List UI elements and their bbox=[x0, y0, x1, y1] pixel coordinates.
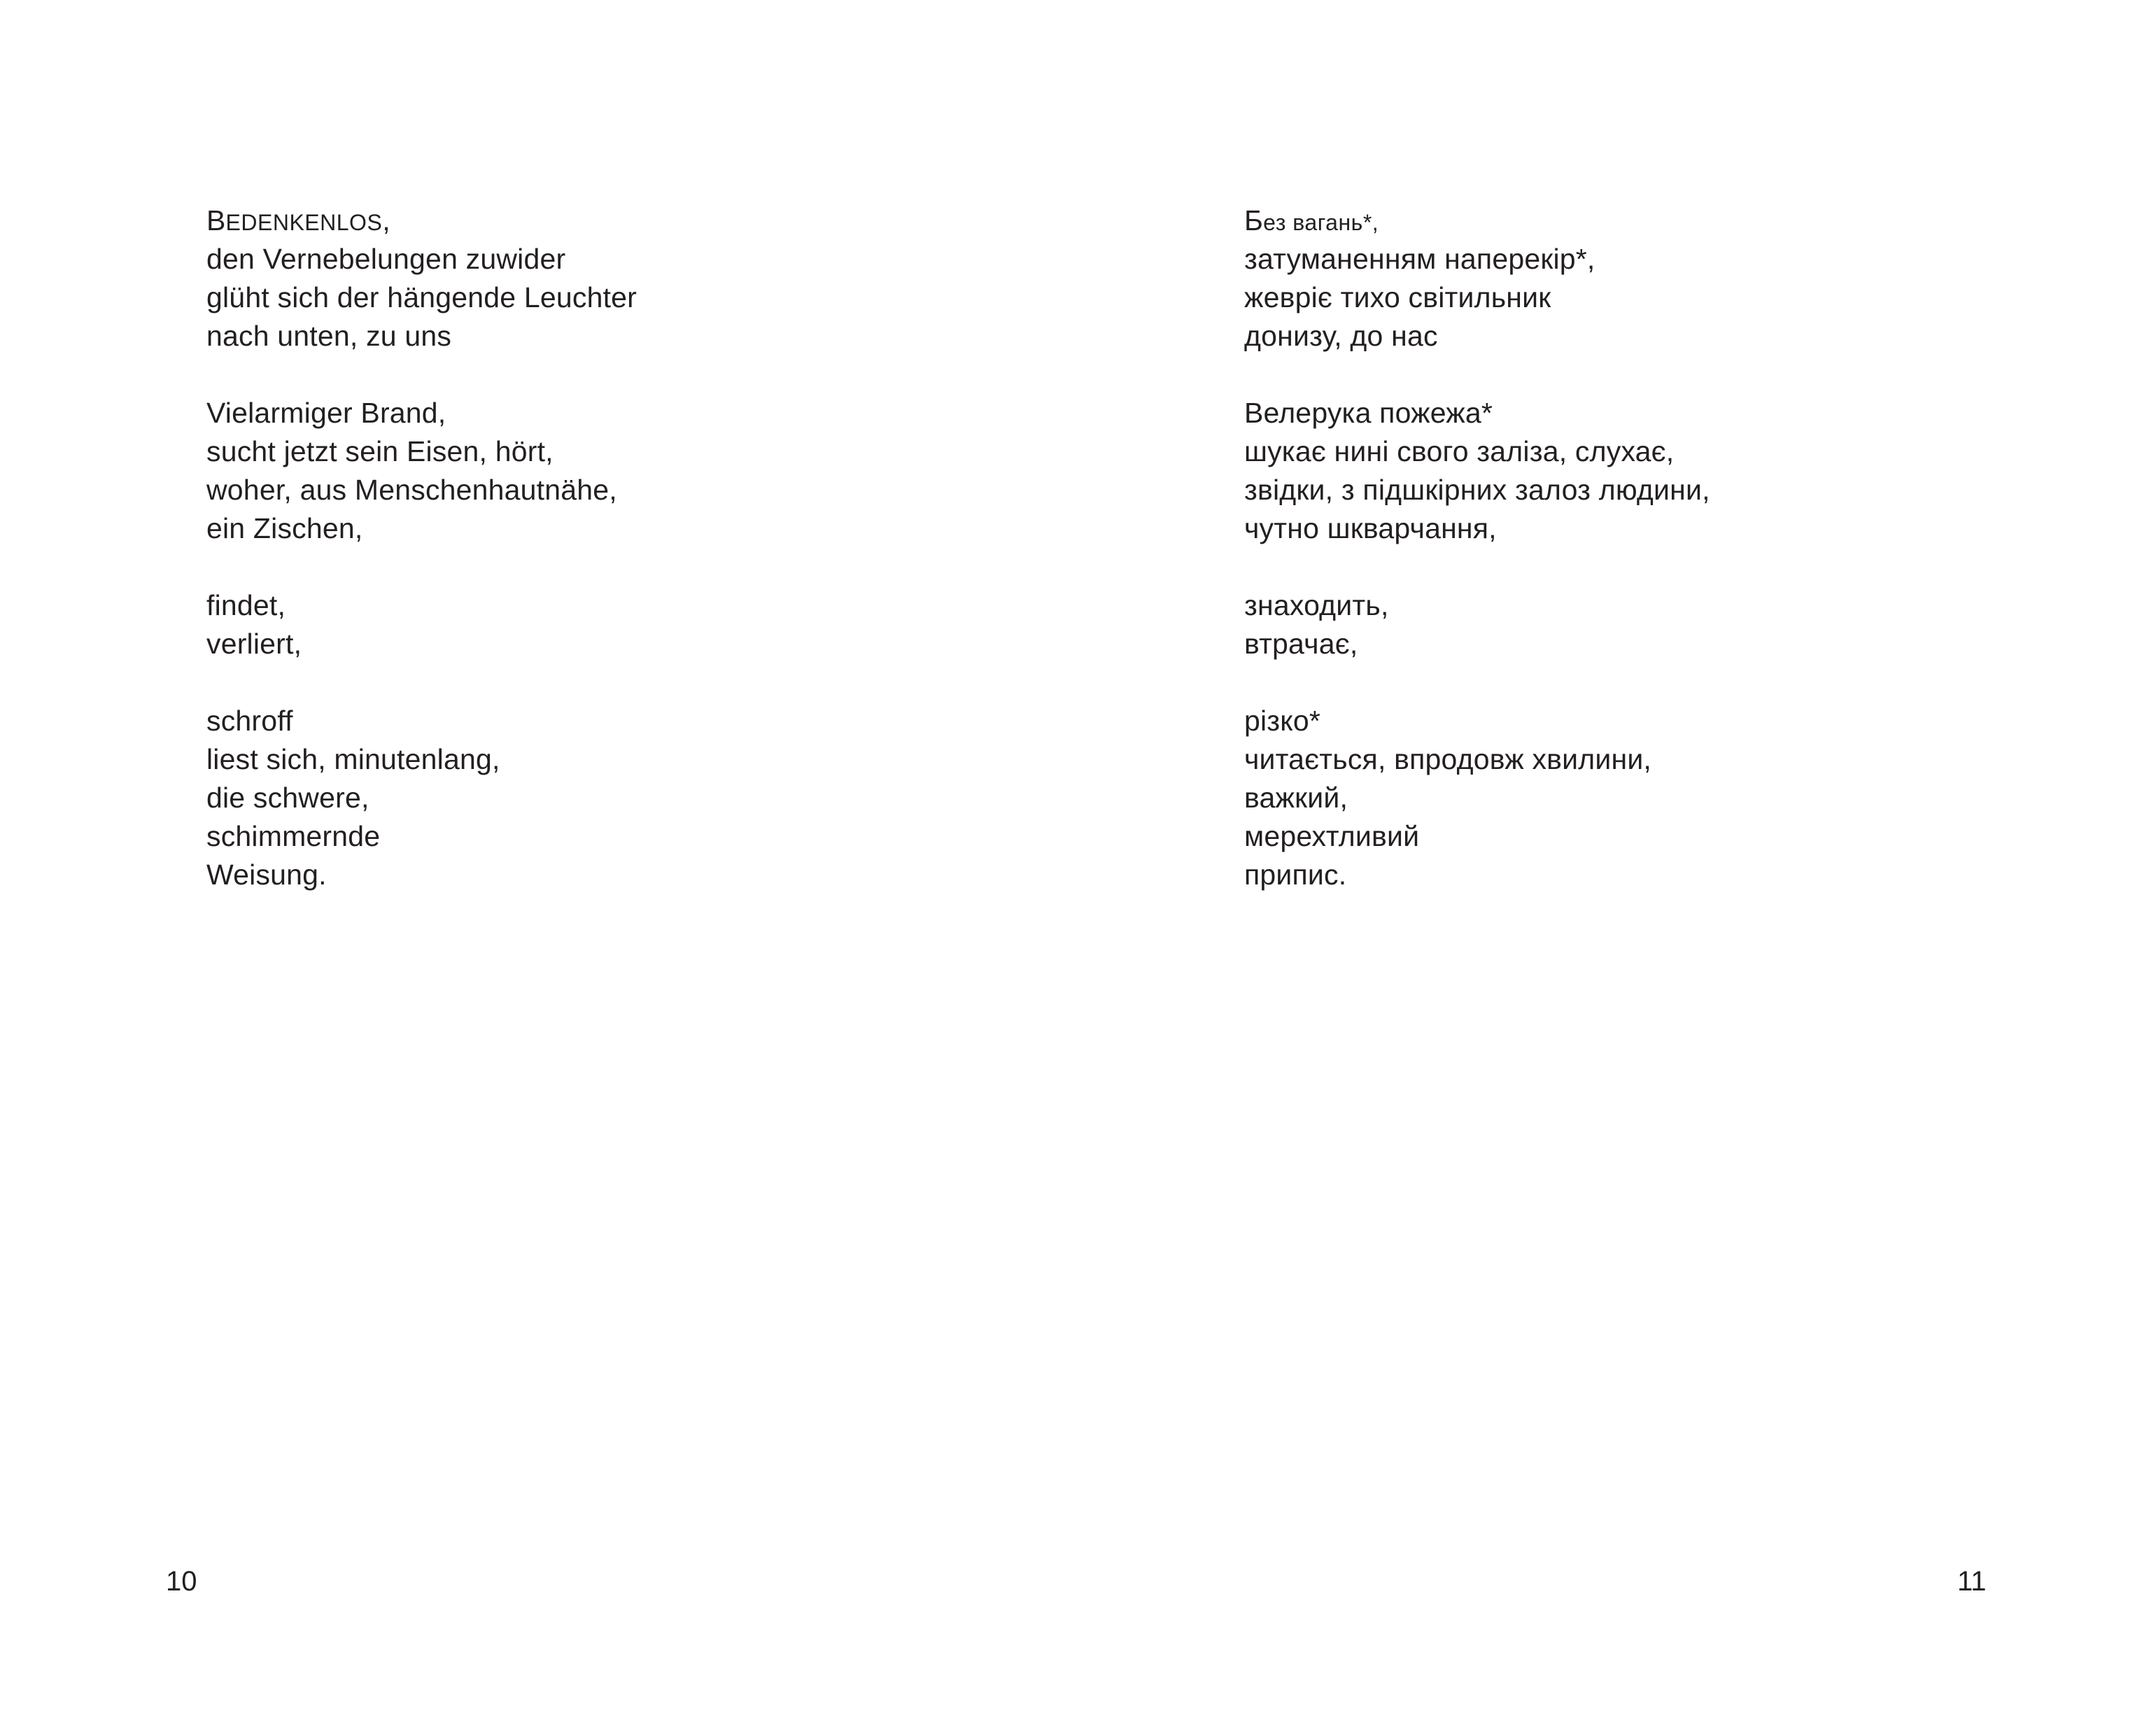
poem-line: schimmernde bbox=[206, 820, 381, 852]
poem-first-line bbox=[1244, 202, 1710, 240]
poem-line: nach unten, zu uns bbox=[206, 320, 452, 352]
stanza-4 bbox=[206, 702, 637, 894]
poem-line: schroff bbox=[206, 705, 293, 737]
poem-line: шукає нині свого заліза, слухає, bbox=[1244, 435, 1675, 467]
poem-line: жевріє тихо світильник bbox=[1244, 281, 1551, 313]
poem-line: втрачає, bbox=[1244, 628, 1358, 660]
poem-line: findet, bbox=[206, 589, 286, 621]
poem-line: припис. bbox=[1244, 859, 1347, 891]
stanza-1 bbox=[206, 202, 637, 355]
poem-line: Велерука пожежа* bbox=[1244, 397, 1493, 429]
poem-line: die schwere, bbox=[206, 782, 369, 814]
stanza-1 bbox=[1244, 202, 1710, 355]
stanza-2 bbox=[206, 394, 637, 548]
small-caps-word: ез ваг bbox=[1263, 210, 1326, 235]
poem-line: sucht jetzt sein Eisen, hört, bbox=[206, 435, 554, 467]
first-line-rest: ань*, bbox=[1325, 210, 1379, 235]
stanza-3 bbox=[1244, 586, 1710, 663]
poem-line: читається, впродовж хвилини, bbox=[1244, 743, 1652, 775]
initial-letter: Б bbox=[1244, 204, 1264, 237]
poem-line: Weisung. bbox=[206, 859, 327, 891]
first-line-punct: , bbox=[382, 204, 390, 237]
poem-german bbox=[206, 202, 637, 894]
page-number-left: 10 bbox=[166, 1566, 197, 1597]
poem-line: verliert, bbox=[206, 628, 302, 660]
poem-line: den Vernebelungen zuwider bbox=[206, 243, 566, 275]
initial-letter: B bbox=[206, 204, 226, 237]
poem-line: Vielarmiger Brand, bbox=[206, 397, 446, 429]
poem-line: чутно шкварчання, bbox=[1244, 512, 1497, 544]
poem-line: liest sich, minutenlang, bbox=[206, 743, 500, 775]
poem-first-line bbox=[206, 202, 637, 240]
poem-ukrainian bbox=[1244, 202, 1710, 894]
poem-line: мерехтливий bbox=[1244, 820, 1420, 852]
stanza-2 bbox=[1244, 394, 1710, 548]
small-caps-word: EDENKENLOS bbox=[225, 210, 383, 235]
poem-line: glüht sich der hängende Leuchter bbox=[206, 281, 637, 313]
poem-line: затуманенням наперекір*, bbox=[1244, 243, 1595, 275]
poem-line: ein Zischen, bbox=[206, 512, 363, 544]
poem-line: різко* bbox=[1244, 705, 1321, 737]
poem-line: звідки, з підшкірних залоз людини, bbox=[1244, 474, 1710, 506]
poem-line: знаходить, bbox=[1244, 589, 1389, 621]
stanza-4 bbox=[1244, 702, 1710, 894]
poem-line: донизу, до нас bbox=[1244, 320, 1438, 352]
poem-line: woher, aus Menschenhautnähe, bbox=[206, 474, 617, 506]
stanza-3 bbox=[206, 586, 637, 663]
poem-line: важкий, bbox=[1244, 782, 1348, 814]
page-number-right: 11 bbox=[1957, 1566, 1987, 1597]
